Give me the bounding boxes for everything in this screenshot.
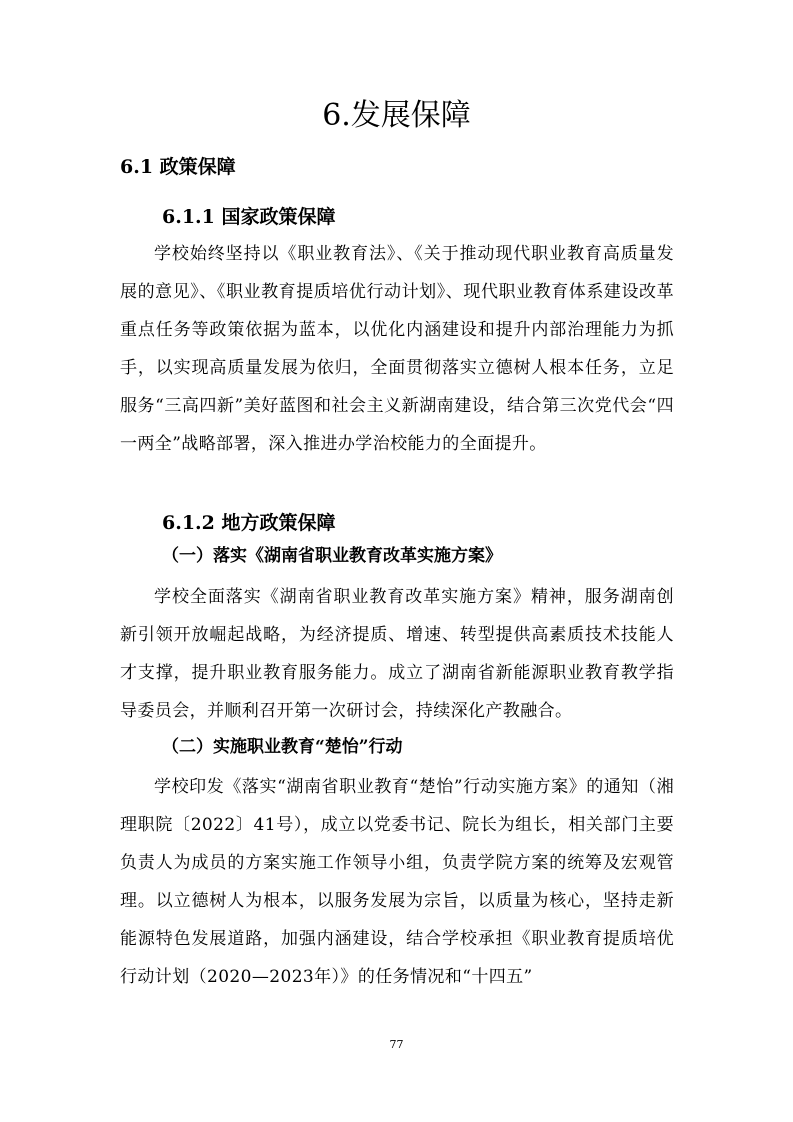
- section-heading-6-1: 6.1 政策保障: [120, 156, 236, 178]
- subsection-heading-6-1-2: 6.1.2 地方政策保障: [162, 512, 336, 534]
- item-heading-implement-reform-plan: （一）落实《湖南省职业教育改革实施方案》: [162, 546, 502, 566]
- subsection-heading-6-1-1: 6.1.1 国家政策保障: [162, 206, 336, 228]
- item-heading-chuyi-action: （二）实施职业教育“楚怡”行动: [162, 737, 403, 757]
- paragraph-implement-reform-plan: 学校全面落实《湖南省职业教育改革实施方案》精神，服务湖南创新引领开放崛起战略，为经济提质、增速、转型提供高素质技术技能人才支撑，提升职业教育服务能力。成立了湖南省新能源职业教育教学指导委员会，并顺利召开第一次研讨会，持续深化产教融合。: [120, 587, 674, 721]
- paragraph-chuyi-action: 学校印发《落实“湖南省职业教育“楚怡”行动实施方案》的通知（湘理职院〔2022〕41号），成立以党委书记、院长为组长，相关部门主要负责人为成员的方案实施工作领导小组，负责学院方案的统筹及宏观管理。以立德树人为根本，以服务发展为宗旨，以质量为核心，坚持走新能源特色发展道路，加强内涵建设，结合学校承担《职业教育提质培优行动计划（2020—2023年）》的任务情况和“十四五”: [120, 777, 674, 987]
- page-number: 77: [389, 1038, 404, 1051]
- paragraph-national-policy: 学校始终坚持以《职业教育法》、《关于推动现代职业教育高质量发展的意见》、《职业教育提质培优行动计划》、现代职业教育体系建设改革重点任务等政策依据为蓝本，以优化内涵建设和提升内部治理能力为抓手，以实现高质量发展为依归，全面贯彻落实立德树人根本任务，立足服务“三高四新”美好蓝图和社会主义新湖南建设，结合第三次党代会“四一两全”战略部署，深入推进办学治校能力的全面提升。: [120, 244, 674, 454]
- chapter-title: 6.发展保障: [322, 98, 471, 133]
